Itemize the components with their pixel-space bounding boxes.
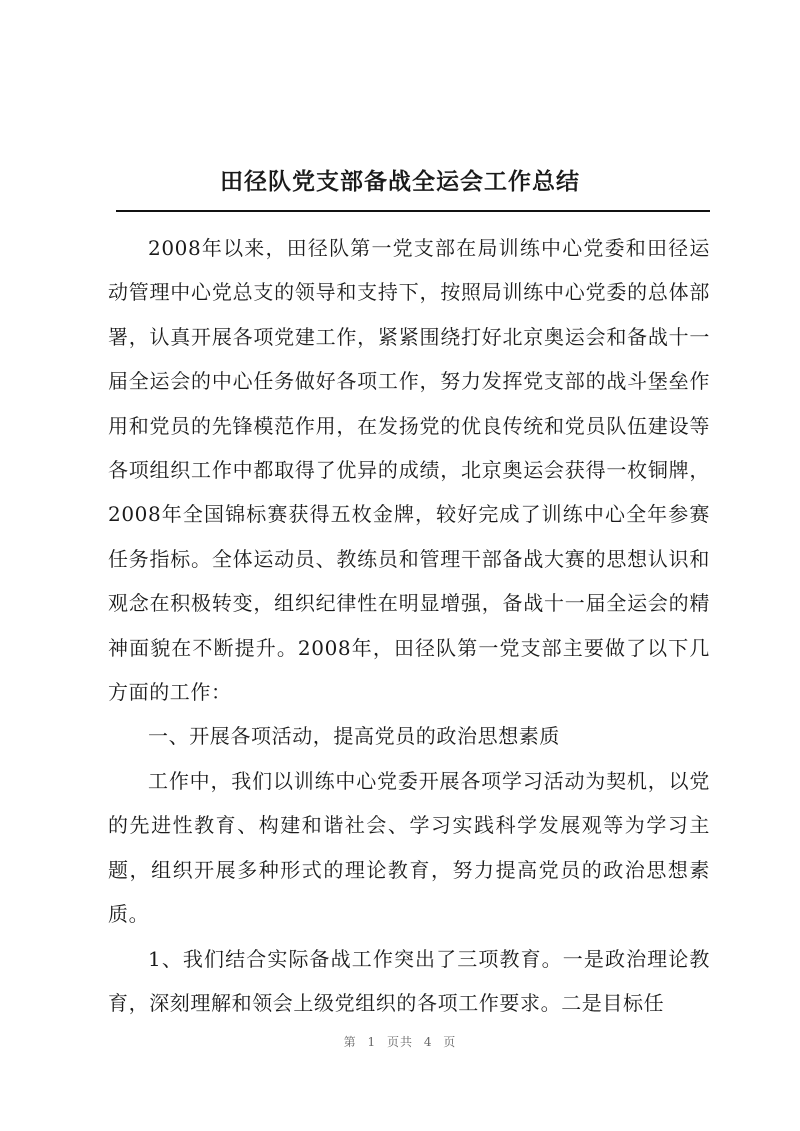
paragraph-intro: 2008年以来，田径队第一党支部在局训练中心党委和田径运动管理中心党总支的领导和支持下，按照局训练中心党委的总体部署，认真开展各项党建工作，紧紧围绕打好北京奥运会和备战十一届全运会的中心任务做好各项工作，努力发挥党支部的战斗堡垒作用和党员的先锋模范作用，在发扬党的优良传统和党员队伍建设等各项组织工作中都取得了优异的成绩，北京奥运会获得一枚铜牌，2008年全国锦标赛获得五枚金牌，较好完成了训练中心全年参赛任务指标。全体运动员、教练员和管理干部备战大赛的思想认识和观念在积极转变，组织纪律性在明显增强，备战十一届全运会的精神面貌在不断提升。2008年，田径队第一党支部主要做了以下几方面的工作：: [108, 236, 710, 705]
footer-page-number: 1: [367, 1035, 377, 1049]
paragraph-section-intro: 工作中，我们以训练中心党委开展各项学习活动为契机，以党的先进性教育、构建和谐社会、学习实践科学发展观等为学习主题，组织开展多种形式的理论教育，努力提高党员的政治思想素质。: [108, 768, 710, 927]
document-title: 田径队党支部备战全运会工作总结: [220, 169, 580, 195]
paragraph-point-1: 1、我们结合实际备战工作突出了三项教育。一是政治理论教育，深刻理解和领会上级党组织的各项工作要求。二是目标任: [108, 946, 710, 1015]
page-footer: [0, 1033, 800, 1050]
section-heading: 一、开展各项活动，提高党员的政治思想素质: [148, 724, 560, 749]
title-rule: [116, 210, 710, 212]
footer-suffix: 页: [443, 1035, 457, 1049]
footer-middle: 页共: [386, 1035, 413, 1049]
document-body: [108, 226, 710, 1025]
footer-prefix: 第: [343, 1035, 357, 1049]
footer-total-pages: 4: [423, 1035, 433, 1049]
